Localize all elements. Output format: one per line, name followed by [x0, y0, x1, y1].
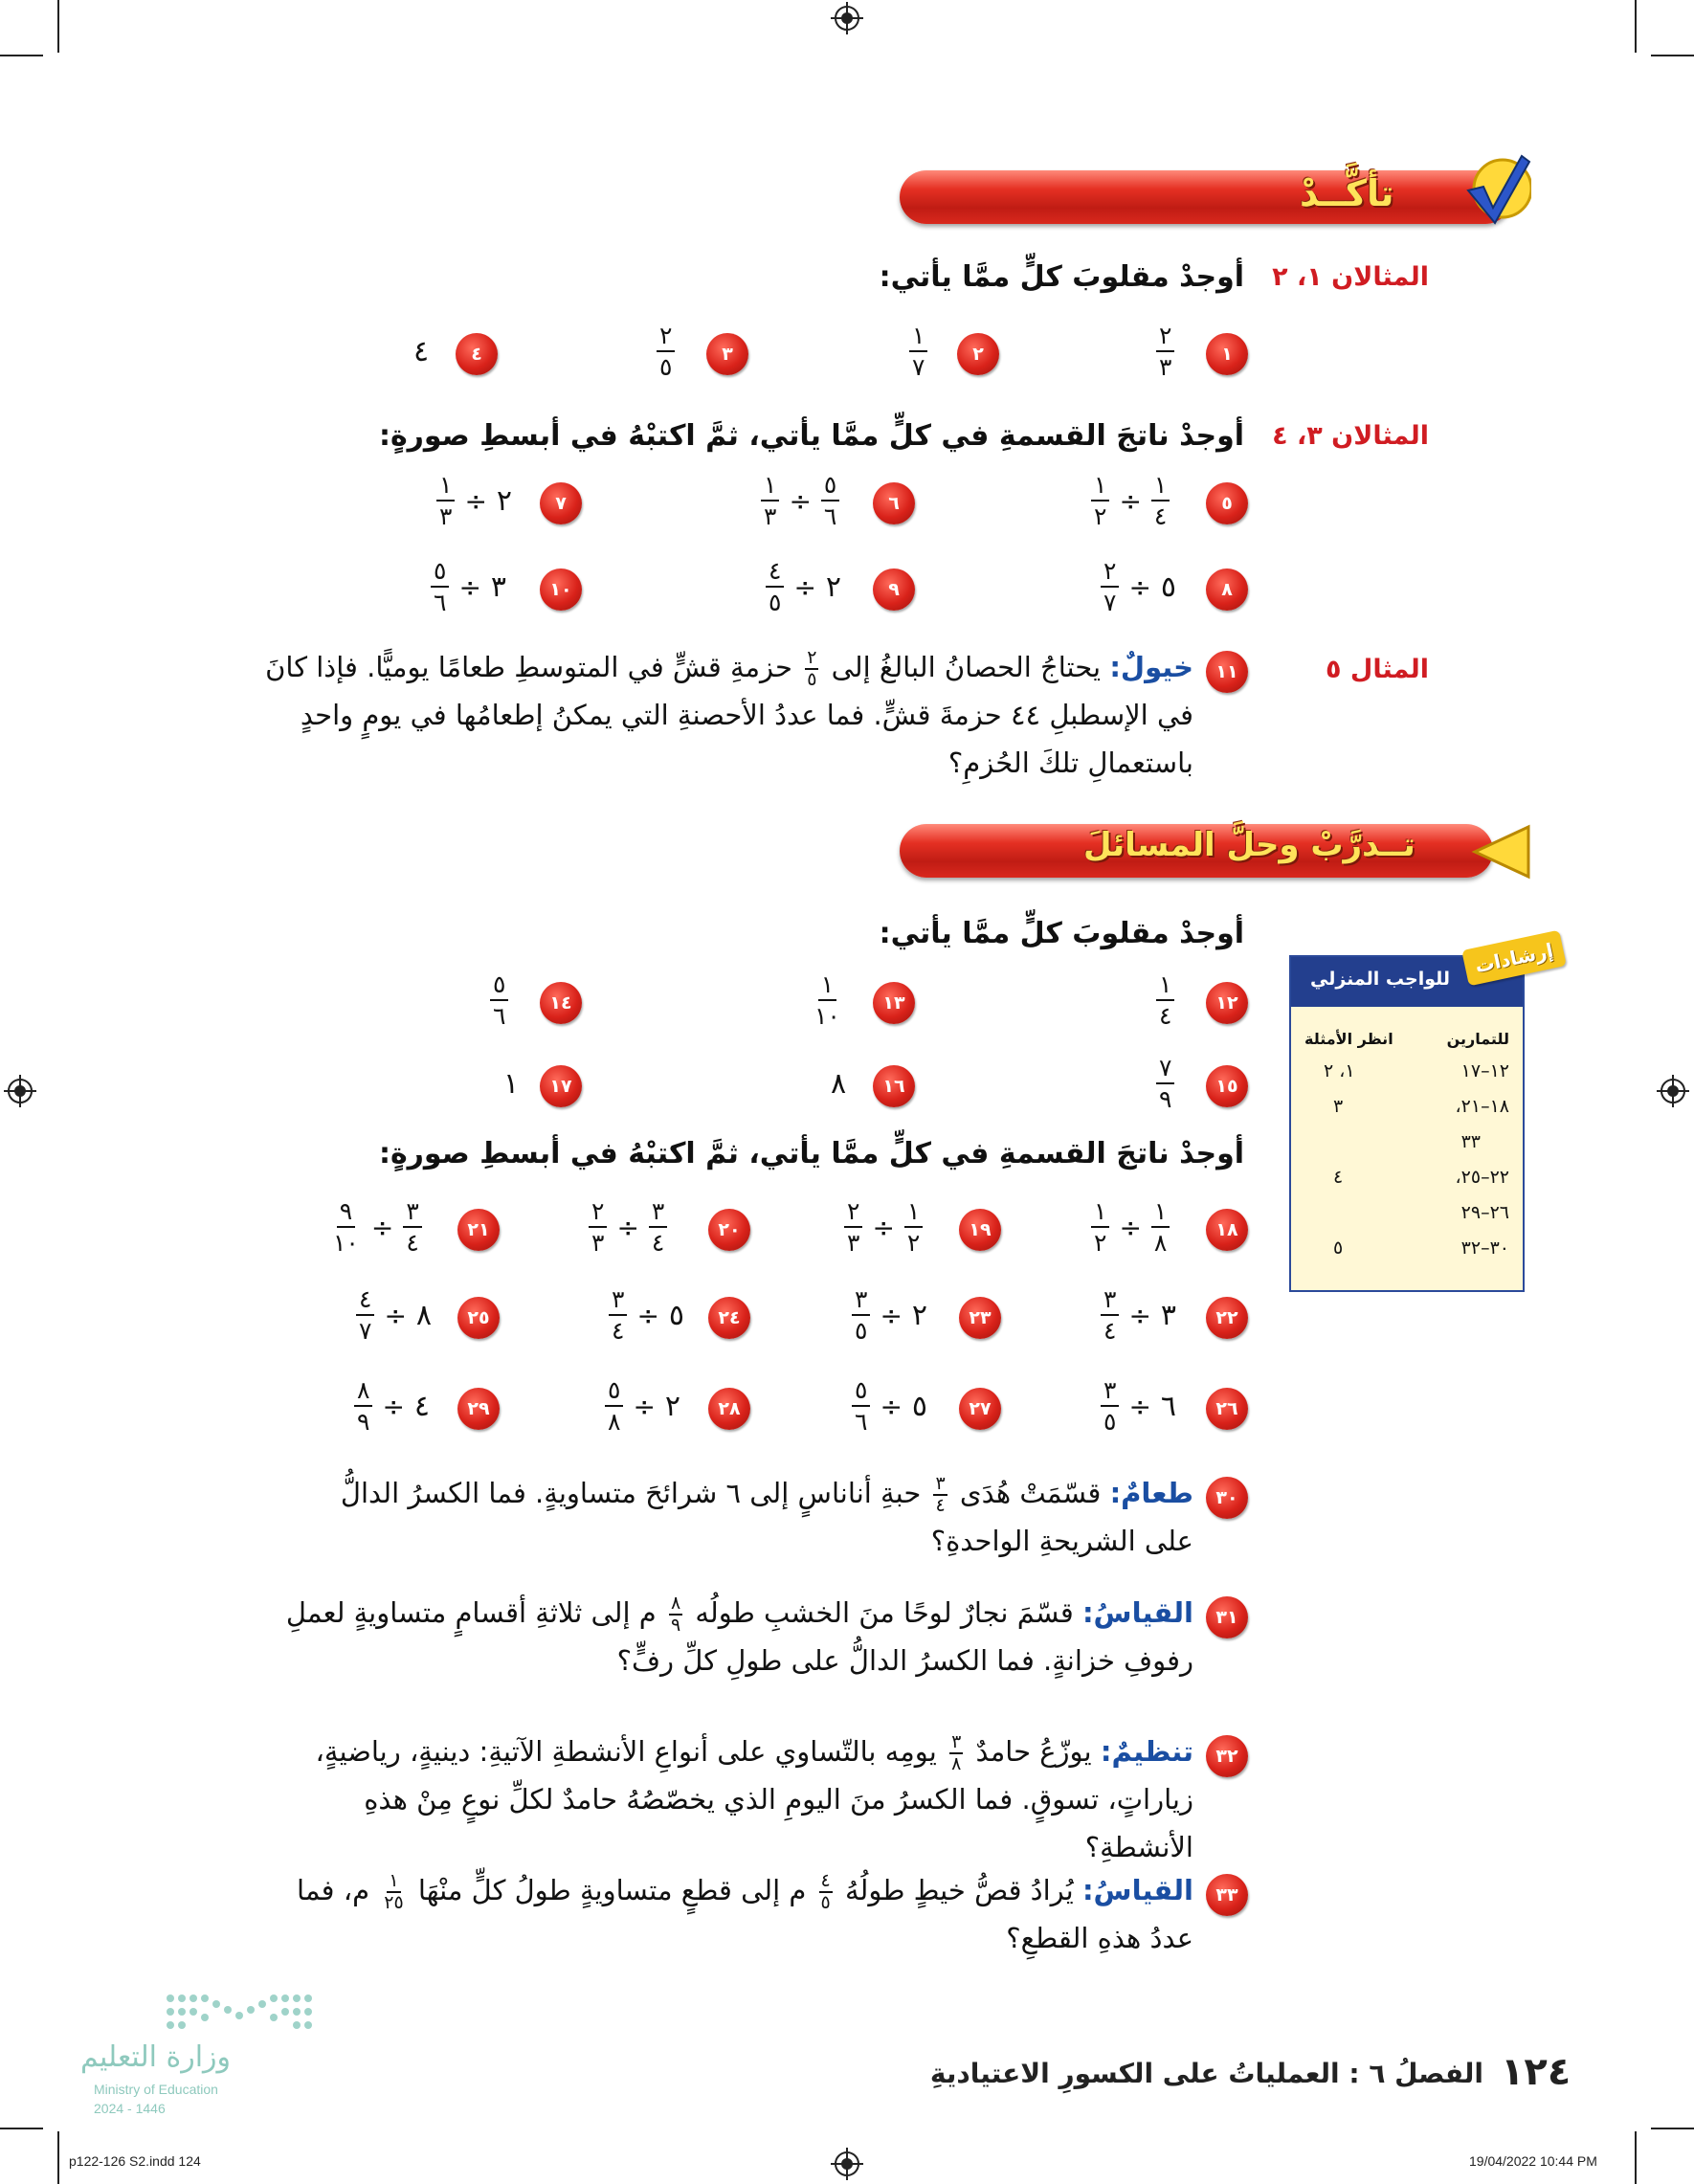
ref-examples-3-4: المثالان ٣، ٤ [1272, 421, 1429, 451]
exercise-27-expression: $\frac{٥}{٦}$ ÷ ٥ [852, 1378, 927, 1434]
exercise-number: ٩ [873, 568, 915, 611]
exercise-2-expression [909, 323, 927, 379]
check-banner [900, 170, 1512, 224]
fraction: $\frac{٣}{٤}$ [609, 1287, 627, 1343]
exercise-number: ١٢ [1206, 982, 1248, 1024]
exercise-number: ١٥ [1206, 1065, 1248, 1107]
exercise-number: ٨ [1206, 568, 1248, 611]
fraction: $\frac{٢}{٧}$ [1101, 559, 1119, 614]
homework-row: ١٨–٢١، ٣ [1333, 1095, 1509, 1117]
exercise-5-expression: $\frac{١}{٢}$ ÷ $\frac{١}{٤}$ [1091, 473, 1170, 528]
homework-help-table [1291, 1024, 1523, 1265]
exercise-number: ٢٣ [959, 1297, 1001, 1339]
exercise-number: ٢٧ [959, 1388, 1001, 1430]
homework-row: ٢٢–٢٥، ٤ [1333, 1166, 1509, 1188]
exercise-number: ٣٢ [1206, 1735, 1248, 1777]
fraction: $\frac{٢}{٣}$ [589, 1199, 607, 1255]
fraction: ٣ ٨ [951, 1731, 962, 1774]
fraction: $\frac{٣}{٥}$ [1101, 1378, 1119, 1434]
exercise-9-expression: $\frac{٤}{٥}$ ÷ ٢ [766, 559, 841, 614]
problem-33: القياسُ: يُرادُ قصُّ خيطٍ طولُهُ ٤ ٥ م إلى قطعٍ متساويةٍ طولُ كلٍّ منْهَا ١ ٢٥ م، فما عددُ هذهِ القطعِ؟ [297, 1870, 1193, 1954]
exercise-number: ٣١ [1206, 1596, 1248, 1638]
exercise-number: ١٠ [540, 568, 582, 611]
exercise-8-expression: $\frac{٢}{٧}$ ÷ ٥ [1101, 559, 1176, 614]
homework-help-box [1289, 955, 1525, 1292]
exercise-number: ٢٨ [708, 1388, 750, 1430]
exercise-29-expression: $\frac{٨}{٩}$ ÷ ٤ [354, 1378, 430, 1434]
problem-32: تنظيمٌ: يوزّعُ حامدٌ ٣ ٨ يومِه بالتّساوي على أنواعِ الأنشطةِ الآتيةِ: دينيةٍ، رياضيةٍ، زياراتٍ، تسوقٍ. فما الكسرُ منَ اليومِ الذي يخصّصُهُ حامدٌ لكلِّ نوعٍ مِنْ هذهِ الأنشطةِ؟ [315, 1731, 1193, 1863]
exercise-number: ٢١ [457, 1209, 500, 1251]
exercise-number: ٢ [957, 333, 999, 375]
check-banner-title: تأكَّــدْ [1300, 172, 1394, 214]
homework-row: ١٢–١٧ ١، ٢ [1324, 1059, 1509, 1081]
homework-row: ٣٠–٣٢ ٥ [1333, 1237, 1509, 1259]
exercise-number: ١٩ [959, 1209, 1001, 1251]
exercise-18-expression: $\frac{١}{٢}$ ÷ $\frac{١}{٨}$ [1091, 1199, 1170, 1255]
exercise-17-expression: ١ [503, 1067, 520, 1101]
exercise-number: ١١ [1206, 651, 1248, 693]
fraction: $\frac{١}{٢}$ [1091, 473, 1109, 528]
fraction: $\frac{٥}{٦}$ [852, 1378, 870, 1434]
homework-row: ٢٦–٢٩ [1460, 1201, 1509, 1223]
exercise-13-expression [812, 972, 843, 1028]
fraction: $\frac{٥}{٨}$ [605, 1378, 623, 1434]
exercise-14-expression [490, 972, 508, 1028]
ministry-name-en: Ministry of Education [94, 2082, 218, 2097]
checkmark-icon [1455, 148, 1531, 230]
exercise-number: ١٦ [873, 1065, 915, 1107]
fraction: $\frac{٣}{٥}$ [852, 1287, 870, 1343]
exercise-number: ٥ [1206, 482, 1248, 524]
exercise-number: ٣٠ [1206, 1477, 1248, 1519]
exercise-number: ٢٦ [1206, 1388, 1248, 1430]
registration-mark-icon [831, 2148, 863, 2180]
exercise-number: ٢٤ [708, 1297, 750, 1339]
fraction: ١ ٢٥ [384, 1870, 404, 1913]
exercise-28-expression: $\frac{٥}{٨}$ ÷ ٢ [605, 1378, 680, 1434]
fraction: $\frac{٥}{٦}$ [431, 559, 449, 614]
exercise-number: ٢٠ [708, 1209, 750, 1251]
fraction: $\frac{١}{٤}$ [1156, 972, 1174, 1028]
fraction: $\frac{٨}{٩}$ [354, 1378, 372, 1434]
fraction: $\frac{٢}{٣}$ [844, 1199, 862, 1255]
fraction: $\frac{١}{١٠}$ [814, 970, 840, 1030]
fraction: $\frac{٢}{٣}$ [1156, 323, 1174, 379]
fraction: $\frac{٣}{٤}$ [1101, 1287, 1119, 1343]
fraction: ٢ ٥ [807, 647, 817, 690]
fraction: $\frac{١}{٨}$ [1151, 1199, 1170, 1255]
instruction-divide: أوجدْ ناتجَ القسمةِ في كلٍّ ممَّا يأتي، ثمَّ اكتبْهُ في أبسطِ صورةٍ: [378, 419, 1244, 453]
registration-mark-icon [831, 2, 863, 34]
crop-mark [57, 2131, 59, 2184]
homework-col-examples: انظر الأمثلة [1304, 1029, 1393, 1048]
exercise-20-expression: $\frac{٢}{٣}$ ÷ $\frac{٣}{٤}$ [589, 1199, 667, 1255]
exercise-24-expression: $\frac{٣}{٤}$ ÷ ٥ [609, 1287, 684, 1343]
exercise-number: ٧ [540, 482, 582, 524]
exercise-10-expression: $\frac{٥}{٦}$ ÷ ٣ [431, 559, 506, 614]
print-timestamp: 19/04/2022 10:44 PM [1469, 2153, 1597, 2169]
fraction: $\frac{٣}{٤}$ [403, 1199, 421, 1255]
instruction-divide: أوجدْ ناتجَ القسمةِ في كلٍّ ممَّا يأتي، ثمَّ اكتبْهُ في أبسطِ صورةٍ: [378, 1137, 1244, 1170]
fraction: $\frac{٢}{٥}$ [657, 323, 675, 379]
ministry-name-ar: وزارة التعليم [80, 2040, 232, 2074]
exercise-12-expression [1156, 972, 1174, 1028]
exercise-6-expression: $\frac{١}{٣}$ ÷ $\frac{٥}{٦}$ [761, 473, 839, 528]
fraction: $\frac{١}{٢}$ [904, 1199, 923, 1255]
fraction: $\frac{١}{٣}$ [761, 473, 779, 528]
ministry-year: 2024 - 1446 [94, 2101, 166, 2116]
crop-mark [0, 2128, 43, 2129]
ref-example-5: المثال ٥ [1326, 655, 1429, 684]
exercise-26-expression: $\frac{٣}{٥}$ ÷ ٦ [1101, 1378, 1176, 1434]
exercise-16-expression: ٨ [831, 1067, 847, 1101]
fraction: ٨ ٩ [670, 1593, 681, 1636]
fraction: ٣ ٤ [935, 1473, 946, 1516]
exercise-number: ١٨ [1206, 1209, 1248, 1251]
exercise-number: ٣٣ [1206, 1874, 1248, 1916]
ministry-logo-icon [163, 1991, 316, 2033]
chapter-title: الفصلُ ٦ : العملياتُ على الكسورِ الاعتياديةِ [929, 2058, 1483, 2089]
homework-col-exercises: للتمارين [1446, 1029, 1509, 1048]
fraction: $\frac{٩}{١٠}$ [333, 1197, 359, 1257]
exercise-25-expression: $\frac{٤}{٧}$ ÷ ٨ [356, 1287, 432, 1343]
exercise-number: ١ [1206, 333, 1248, 375]
registration-mark-icon [1657, 1075, 1689, 1107]
exercise-number: ٢٩ [457, 1388, 500, 1430]
problem-30: طعامٌ: قسّمَتْ هُدَى ٣ ٤ حبةِ أناناسٍ إلى ٦ شرائحَ متساويةٍ. فما الكسرُ الدالُّ على الشريحةِ الواحدةِ؟ [340, 1473, 1193, 1557]
fraction: $\frac{٥}{٦}$ [821, 473, 839, 528]
fraction: $\frac{٥}{٦}$ [490, 972, 508, 1028]
instruction-reciprocal: أوجدْ مقلوبَ كلٍّ ممَّا يأتي: [879, 917, 1244, 950]
fraction: ٤ ٥ [820, 1870, 831, 1913]
homework-help-title: للواجب المنزلي [1310, 969, 1451, 990]
fraction: $\frac{١}{٣}$ [436, 473, 455, 528]
problem-11: خيولٌ: يحتاجُ الحصانُ البالغُ إلى ٢ ٥ حزمةِ قشٍّ في المتوسطِ طعامًا يوميًّا. فإذا كانَ في الإسطبلِ ٤٤ حزمةَ قشٍّ. فما عددُ الأحصنةِ التي يمكنُ إطعامُها في يومٍ واحدٍ باستعمالِ تلكَ الحُزمِ؟ [265, 647, 1193, 779]
problem-31: القياسُ: قسّمَ نجارٌ لوحًا منَ الخشبِ طولُه ٨ ٩ م إلى ثلاثةِ أقسامٍ متساويةٍ لعملِ رفوفِ خزانةٍ. فما الكسرُ الدالُّ على طولِ كلِّ رفٍّ؟ [285, 1593, 1193, 1677]
registration-mark-icon [4, 1075, 36, 1107]
exercise-23-expression: $\frac{٣}{٥}$ ÷ ٢ [852, 1287, 927, 1343]
instruction-reciprocal: أوجدْ مقلوبَ كلٍّ ممَّا يأتي: [879, 260, 1244, 294]
homework-help-badge: إرشادات [1461, 930, 1567, 987]
exercise-1-expression [1156, 323, 1174, 379]
exercise-21-expression: $\frac{٩}{١٠}$ ÷ $\frac{٣}{٤}$ [330, 1199, 422, 1255]
exercise-number: ٢٥ [457, 1297, 500, 1339]
exercise-15-expression [1156, 1056, 1174, 1111]
exercise-number: ١٧ [540, 1065, 582, 1107]
crop-mark [1635, 0, 1637, 53]
fraction: $\frac{١}{٢}$ [1091, 1199, 1109, 1255]
exercise-19-expression: $\frac{٢}{٣}$ ÷ $\frac{١}{٢}$ [844, 1199, 923, 1255]
exercise-number: ١٤ [540, 982, 582, 1024]
file-slug: p122-126 S2.indd 124 [69, 2153, 201, 2169]
exercise-number: ٤ [456, 333, 498, 375]
arrow-left-icon [1469, 823, 1530, 880]
fraction: $\frac{٧}{٩}$ [1156, 1056, 1174, 1111]
crop-mark [1651, 55, 1694, 56]
crop-mark [0, 55, 43, 56]
fraction: $\frac{١}{٤}$ [1151, 473, 1170, 528]
exercise-number: ٢٢ [1206, 1297, 1248, 1339]
exercise-22-expression: $\frac{٣}{٤}$ ÷ ٣ [1101, 1287, 1176, 1343]
exercise-4-expression: ٤ [413, 335, 430, 368]
ref-examples-1-2: المثالان ١، ٢ [1272, 262, 1429, 292]
exercise-number: ٦ [873, 482, 915, 524]
exercise-7-expression: $\frac{١}{٣}$ ÷ ٢ [436, 473, 512, 528]
practice-banner-title: تــدرَّبْ وحلَّ المسائلَ [1083, 826, 1415, 864]
crop-mark [57, 0, 59, 53]
fraction: $\frac{١}{٧}$ [909, 323, 927, 379]
fraction: $\frac{٤}{٧}$ [356, 1287, 374, 1343]
exercise-3-expression [657, 323, 675, 379]
exercise-number: ١٣ [873, 982, 915, 1024]
fraction: $\frac{٣}{٤}$ [649, 1199, 667, 1255]
page-number: ١٢٤ [1501, 2050, 1571, 2094]
crop-mark [1651, 2128, 1694, 2129]
fraction: $\frac{٤}{٥}$ [766, 559, 784, 614]
exercise-number: ٣ [706, 333, 748, 375]
homework-row: ٣٣ [1460, 1130, 1481, 1152]
crop-mark [1635, 2131, 1637, 2184]
